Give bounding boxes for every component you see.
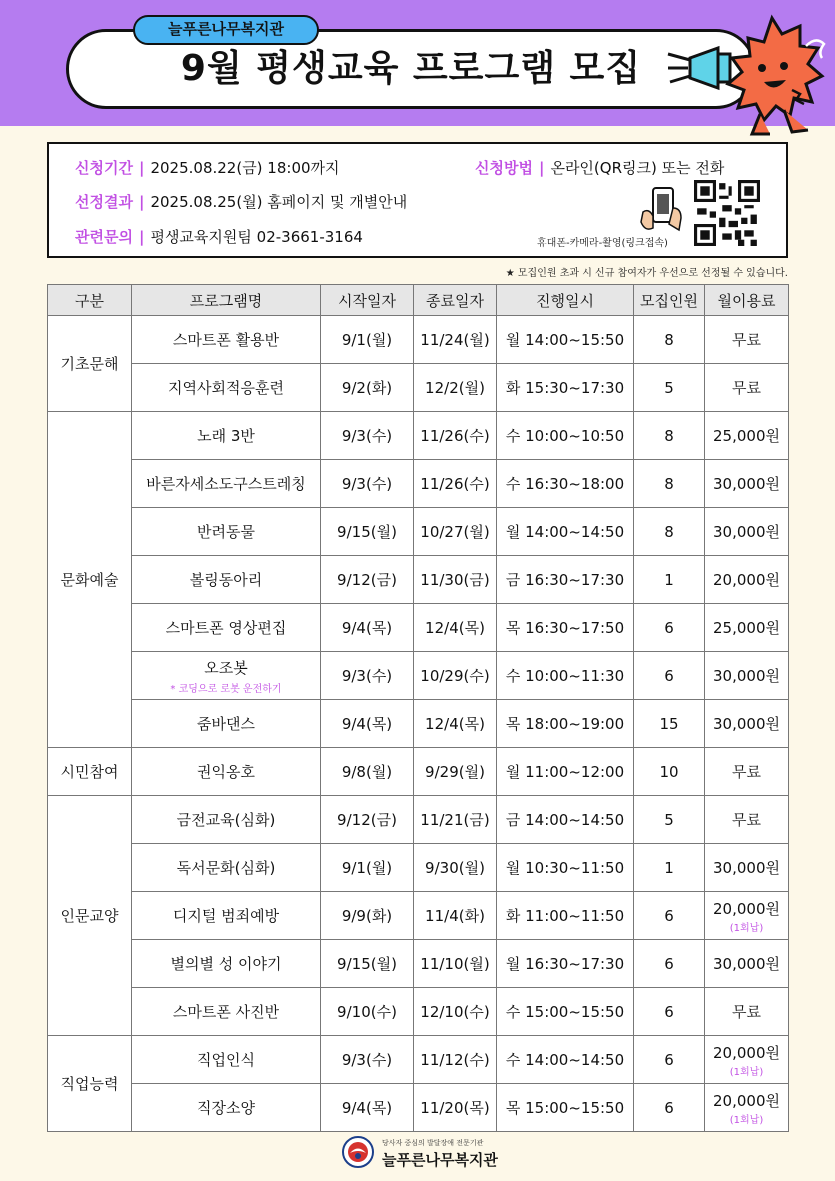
program-name: 노래 3반	[132, 412, 321, 460]
capacity: 6	[634, 652, 705, 700]
selection-notice: ★ 모집인원 초과 시 신규 참여자가 우선으로 선정될 수 있습니다.	[505, 268, 788, 279]
start-date: 9/15(월)	[321, 940, 414, 988]
period-row	[75, 157, 340, 178]
fee-note: (1회납)	[729, 922, 764, 934]
separator: |	[138, 228, 145, 246]
program-name: 볼링동아리	[132, 556, 321, 604]
qr-code-icon[interactable]	[694, 180, 760, 246]
capacity: 8	[634, 460, 705, 508]
table-row	[48, 748, 789, 796]
end-date: 11/26(수)	[414, 412, 497, 460]
header-program: 프로그램명	[132, 285, 321, 316]
program-name: 디지털 범죄예방	[132, 892, 321, 940]
capacity: 6	[634, 892, 705, 940]
schedule: 수 14:00~14:50	[497, 1036, 634, 1084]
schedule: 수 10:00~10:50	[497, 412, 634, 460]
program-name: 스마트폰 영상편집	[132, 604, 321, 652]
mascot-body-icon	[728, 18, 822, 120]
start-date: 9/4(목)	[321, 700, 414, 748]
megaphone-mascot-icon	[660, 10, 835, 140]
schedule: 수 10:00~11:30	[497, 652, 634, 700]
start-date: 9/3(수)	[321, 652, 414, 700]
schedule: 월 10:30~11:50	[497, 844, 634, 892]
schedule: 월 14:00~15:50	[497, 316, 634, 364]
contact-row	[75, 226, 363, 247]
separator: |	[138, 159, 145, 177]
program-name: 권익옹호	[132, 748, 321, 796]
table-row	[48, 364, 789, 412]
table-row	[48, 508, 789, 556]
table-row	[48, 844, 789, 892]
capacity: 6	[634, 1036, 705, 1084]
start-date: 9/1(월)	[321, 316, 414, 364]
table-row	[48, 796, 789, 844]
program-name: 줌바댄스	[132, 700, 321, 748]
start-date: 9/4(목)	[321, 1084, 414, 1132]
fee: 무료	[705, 748, 789, 796]
fee-cell	[705, 1036, 789, 1084]
method-value: 온라인(QR링크) 또는 전화	[550, 159, 725, 177]
org-tag: 늘푸른나무복지관	[133, 15, 319, 45]
fee: 무료	[705, 364, 789, 412]
program-table	[47, 284, 789, 1132]
fee: 25,000원	[705, 604, 789, 652]
megaphone-icon	[690, 48, 718, 88]
table-row	[48, 412, 789, 460]
program-name: 지역사회적응훈련	[132, 364, 321, 412]
page-title: 9월 평생교육 프로그램 모집	[180, 48, 642, 89]
start-date: 9/1(월)	[321, 844, 414, 892]
table-row	[48, 1036, 789, 1084]
schedule: 화 15:30~17:30	[497, 364, 634, 412]
end-date: 11/24(월)	[414, 316, 497, 364]
fee: 20,000원	[713, 899, 780, 918]
table-row	[48, 460, 789, 508]
result-value: 2025.08.25(월) 홈페이지 및 개별안내	[150, 193, 408, 211]
end-date: 12/2(월)	[414, 364, 497, 412]
program-note: * 코딩으로 로봇 운전하기	[170, 683, 282, 695]
end-date: 11/30(금)	[414, 556, 497, 604]
fee: 30,000원	[705, 940, 789, 988]
table-row	[48, 316, 789, 364]
capacity: 1	[634, 844, 705, 892]
header-capacity: 모집인원	[634, 285, 705, 316]
period-value: 2025.08.22(금) 18:00까지	[150, 159, 340, 177]
fee: 20,000원	[713, 1091, 780, 1110]
category-cell: 문화예술	[48, 412, 132, 748]
period-label: 신청기간	[75, 159, 133, 177]
fee: 30,000원	[705, 460, 789, 508]
capacity: 8	[634, 316, 705, 364]
capacity: 5	[634, 796, 705, 844]
start-date: 9/2(화)	[321, 364, 414, 412]
end-date: 11/12(수)	[414, 1036, 497, 1084]
program-name: 독서문화(심화)	[132, 844, 321, 892]
header-fee: 월이용료	[705, 285, 789, 316]
fee: 30,000원	[705, 508, 789, 556]
header-start: 시작일자	[321, 285, 414, 316]
end-date: 11/4(화)	[414, 892, 497, 940]
method-row	[475, 157, 724, 178]
fee-note: (1회납)	[729, 1066, 764, 1078]
fee: 무료	[705, 796, 789, 844]
capacity: 8	[634, 412, 705, 460]
fee: 25,000원	[705, 412, 789, 460]
fee-note: (1회납)	[729, 1114, 764, 1126]
start-date: 9/3(수)	[321, 1036, 414, 1084]
end-date: 10/27(월)	[414, 508, 497, 556]
capacity: 10	[634, 748, 705, 796]
program-name: 오조봇	[204, 658, 248, 677]
category-cell: 기초문해	[48, 316, 132, 412]
capacity: 6	[634, 1084, 705, 1132]
start-date: 9/4(목)	[321, 604, 414, 652]
phone-camera-icon	[639, 186, 685, 234]
capacity: 5	[634, 364, 705, 412]
fee: 무료	[705, 316, 789, 364]
program-name: 직장소양	[132, 1084, 321, 1132]
fee-cell	[705, 892, 789, 940]
schedule: 목 16:30~17:50	[497, 604, 634, 652]
footer	[342, 1136, 502, 1172]
fee: 30,000원	[705, 652, 789, 700]
footer-tagline: 당사자 중심의 발달장애 전문기관	[382, 1139, 484, 1147]
result-row	[75, 191, 407, 212]
end-date: 11/20(목)	[414, 1084, 497, 1132]
program-name: 반려동물	[132, 508, 321, 556]
end-date: 11/26(수)	[414, 460, 497, 508]
contact-value: 평생교육지원팀 02-3661-3164	[150, 228, 363, 246]
fee: 20,000원	[705, 556, 789, 604]
welfare-center-logo-icon	[342, 1136, 374, 1168]
table-row	[48, 892, 789, 940]
program-name-cell	[132, 652, 321, 700]
fee: 30,000원	[705, 844, 789, 892]
table-row	[48, 1084, 789, 1132]
program-name: 스마트폰 활용반	[132, 316, 321, 364]
fee: 30,000원	[705, 700, 789, 748]
footer-org-name: 늘푸른나무복지관	[382, 1151, 498, 1169]
application-info-box	[47, 142, 788, 258]
start-date: 9/3(수)	[321, 412, 414, 460]
end-date: 9/29(월)	[414, 748, 497, 796]
start-date: 9/12(금)	[321, 796, 414, 844]
program-name: 스마트폰 사진반	[132, 988, 321, 1036]
table-row	[48, 700, 789, 748]
sparkle-icon	[668, 54, 690, 82]
category-cell: 직업능력	[48, 1036, 132, 1132]
end-date: 12/10(수)	[414, 988, 497, 1036]
schedule: 월 16:30~17:30	[497, 940, 634, 988]
separator: |	[138, 193, 145, 211]
capacity: 6	[634, 988, 705, 1036]
table-row	[48, 556, 789, 604]
schedule: 금 14:00~14:50	[497, 796, 634, 844]
program-name: 바른자세소도구스트레칭	[132, 460, 321, 508]
schedule: 목 18:00~19:00	[497, 700, 634, 748]
capacity: 8	[634, 508, 705, 556]
category-cell: 인문교양	[48, 796, 132, 1036]
end-date: 12/4(목)	[414, 604, 497, 652]
table-header-row	[48, 285, 789, 316]
end-date: 9/30(월)	[414, 844, 497, 892]
result-label: 선정결과	[75, 193, 133, 211]
contact-label: 관련문의	[75, 228, 133, 246]
program-name: 별의별 성 이야기	[132, 940, 321, 988]
schedule: 금 16:30~17:30	[497, 556, 634, 604]
table-row	[48, 988, 789, 1036]
schedule: 월 14:00~14:50	[497, 508, 634, 556]
end-date: 10/29(수)	[414, 652, 497, 700]
qr-caption: 휴대폰-카메라-촬영(링크접속)	[537, 238, 668, 249]
header-end: 종료일자	[414, 285, 497, 316]
table-row	[48, 652, 789, 700]
header-schedule: 진행일시	[497, 285, 634, 316]
start-date: 9/12(금)	[321, 556, 414, 604]
program-name: 금전교육(심화)	[132, 796, 321, 844]
separator: |	[538, 159, 545, 177]
schedule: 수 15:00~15:50	[497, 988, 634, 1036]
capacity: 1	[634, 556, 705, 604]
schedule: 목 15:00~15:50	[497, 1084, 634, 1132]
fee: 무료	[705, 988, 789, 1036]
capacity: 15	[634, 700, 705, 748]
end-date: 11/10(월)	[414, 940, 497, 988]
end-date: 12/4(목)	[414, 700, 497, 748]
start-date: 9/3(수)	[321, 460, 414, 508]
fee: 20,000원	[713, 1043, 780, 1062]
start-date: 9/8(월)	[321, 748, 414, 796]
start-date: 9/9(화)	[321, 892, 414, 940]
header-category: 구분	[48, 285, 132, 316]
method-label: 신청방법	[475, 159, 533, 177]
schedule: 화 11:00~11:50	[497, 892, 634, 940]
capacity: 6	[634, 604, 705, 652]
start-date: 9/10(수)	[321, 988, 414, 1036]
program-name: 직업인식	[132, 1036, 321, 1084]
capacity: 6	[634, 940, 705, 988]
schedule: 수 16:30~18:00	[497, 460, 634, 508]
schedule: 월 11:00~12:00	[497, 748, 634, 796]
start-date: 9/15(월)	[321, 508, 414, 556]
table-row	[48, 604, 789, 652]
end-date: 11/21(금)	[414, 796, 497, 844]
fee-cell	[705, 1084, 789, 1132]
category-cell: 시민참여	[48, 748, 132, 796]
table-row	[48, 940, 789, 988]
